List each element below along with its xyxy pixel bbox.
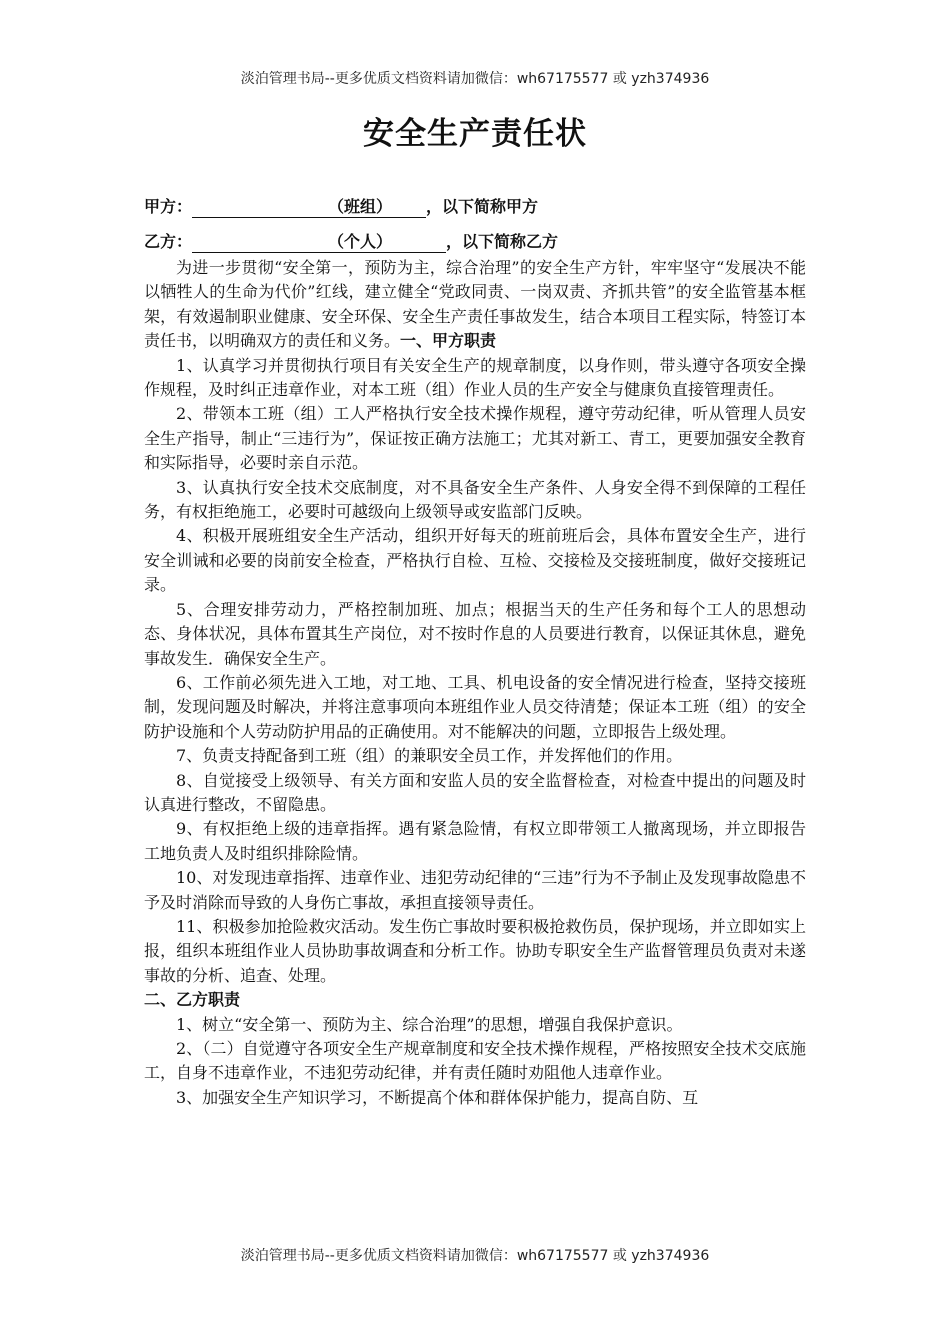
- party-b-blank: （个人）: [192, 229, 446, 253]
- intro-text: 为进一步贯彻“安全第一，预防为主，综合治理”的安全生产方针，牢牢坚守“发展决不能以牺牲人的生命为代价”红线，建立健全“党政同责、一岗双责、齐抓共管”的安全监管基本框架，有效遏制职业健康、安全环保、安全生产责任事故发生，结合本项目工程实际，特签订本责任书，以明确双方的责任和义务。: [144, 258, 806, 351]
- list-item: 5、合理安排劳动力，严格控制加班、加点；根据当天的生产任务和每个工人的思想动态、身体状况，具体布置其生产岗位，对不按时作息的人员要进行教育，以保证其休息，避免事故发生．确保安全生产。: [144, 599, 806, 668]
- page-footer: 淡泊管理书局--更多优质文档资料请加微信：wh67175577 或 yzh374936: [240, 1248, 710, 1264]
- list-item: 4、积极开展班组安全生产活动，组织开好每天的班前班后会，具体布置安全生产，进行安全训诫和必要的岗前安全检查，严格执行自检、互检、交接检及交接班制度，做好交接班记录。: [144, 526, 806, 595]
- list-item: 2、带领本工班（组）工人严格执行安全技术操作规程，遵守劳动纪律，听从管理人员安全生产指导，制止“三违行为”，保证按正确方法施工；尤其对新工、青工，更要加强安全教育和实际指导，必要时亲自示范。: [144, 404, 806, 473]
- list-item: 9、有权拒绝上级的违章指挥。遇有紧急险情，有权立即带领工人撤离现场，并立即报告工地负责人及时组织排除险情。: [144, 819, 806, 863]
- section-a-title: 一、甲方职责: [400, 331, 497, 351]
- list-item: 1、树立“安全第一、预防为主、综合治理”的思想，增强自我保护意识。: [176, 1014, 683, 1034]
- document-body: [144, 256, 806, 1110]
- party-b-line: [144, 229, 558, 253]
- page-header: 淡泊管理书局--更多优质文档资料请加微信：wh67175577 或 yzh374936: [240, 71, 710, 87]
- party-a-label: 甲方：: [144, 197, 193, 216]
- party-a-suffix: ，以下简称甲方: [426, 197, 539, 216]
- list-item: 3、认真执行安全技术交底制度，对不具备安全生产条件、人身安全得不到保障的工程任务，有权拒绝施工，必要时可越级向上级领导或安监部门反映。: [144, 477, 806, 522]
- list-item: 3、加强安全生产知识学习，不断提高个体和群体保护能力，提高自防、互: [176, 1087, 699, 1107]
- list-item: 6、工作前必须先进入工地，对工地、工具、机电设备的安全情况进行检查，坚持交接班制，发现问题及时解决，并将注意事项向本班组作业人员交待清楚；保证本工班（组）的安全防护设施和个人劳动防护用品的正确使用。对不能解决的问题，立即报告上级处理。: [144, 672, 806, 741]
- list-item: 11、积极参加抢险救灾活动。发生伤亡事故时要积极抢救伤员，保护现场，并立即如实上报，组织本班组作业人员协助事故调查和分析工作。协助专职安全生产监督管理员负责对未遂事故的分析、追查、处理。: [144, 916, 806, 985]
- list-item: 10、对发现违章指挥、违章作业、违犯劳动纪律的“三违”行为不予制止及发现事故隐患不予及时消除而导致的人身伤亡事故，承担直接领导责任。: [144, 868, 806, 912]
- list-item: 2、（二）自觉遵守各项安全生产规章制度和安全技术操作规程，严格按照安全技术交底施工，自身不违章作业，不违犯劳动纪律，并有责任随时劝阻他人违章作业。: [144, 1039, 806, 1083]
- intro-paragraph: [144, 256, 806, 354]
- list-item: 8、自觉接受上级领导、有关方面和安监人员的安全监督检查，对检查中提出的问题及时认真进行整改，不留隐患。: [144, 770, 806, 814]
- party-b-label: 乙方：: [144, 232, 193, 251]
- document-title: 安全生产责任状: [363, 116, 587, 152]
- party-a-blank: （班组）: [192, 194, 426, 218]
- party-b-suffix: ，以下简称乙方: [446, 232, 559, 251]
- party-a-line: [144, 194, 538, 218]
- list-item: 7、负责支持配备到工班（组）的兼职安全员工作，并发挥他们的作用。: [176, 746, 683, 766]
- list-item: 1、认真学习并贯彻执行项目有关安全生产的规章制度，以身作则，带头遵守各项安全操作规程，及时纠正违章作业，对本工班（组）作业人员的生产安全与健康负直接管理责任。: [144, 355, 806, 400]
- section-b-title: 二、乙方职责: [144, 990, 241, 1010]
